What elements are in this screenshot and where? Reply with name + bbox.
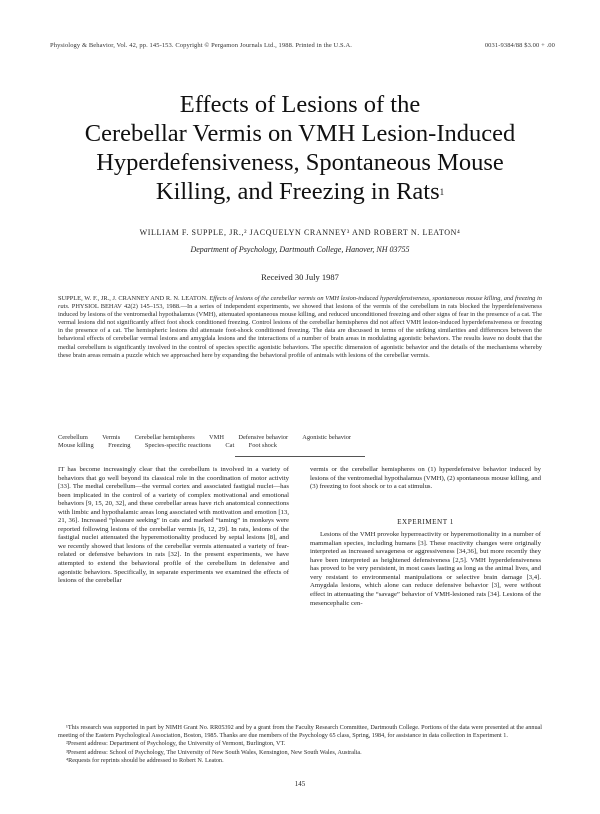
page-number: 145 — [294, 780, 306, 788]
footnote-2: ²Present address: Department of Psychology, the University of Vermont, Burlington, VT. — [66, 740, 286, 748]
footnote-4: ⁴Requests for reprints should be addressed to Robert N. Leaton. — [66, 756, 224, 764]
keywords-line-1 — [58, 434, 542, 442]
title-footnote-mark: 1 — [439, 187, 445, 197]
section-heading-experiment-1: EXPERIMENT 1 — [397, 517, 454, 526]
body-column-right — [310, 466, 541, 608]
abstract-citation-authors: SUPPLE, W. F., JR., J. CRANNEY AND R. N. LEATON. — [58, 295, 208, 302]
body-column-left — [58, 466, 289, 586]
footnote-3: ³Present address: School of Psychology, The University of New South Wales, Kensington, New South Wales, Australia. — [66, 748, 362, 756]
journal-code: 0031-9384/88 $3.00 + .00 — [484, 42, 555, 49]
title-line-4: Killing, and Freezing in Rats$^1$ — [155, 178, 445, 205]
keywords — [58, 434, 542, 450]
abstract — [58, 295, 542, 360]
journal-header — [50, 42, 555, 49]
keyword: Vermis — [102, 434, 121, 441]
keyword: VMH — [209, 434, 224, 441]
keywords-line-2 — [58, 442, 542, 450]
section-divider — [235, 456, 365, 457]
article-title — [60, 90, 540, 206]
keyword: Cat — [225, 442, 235, 450]
experiment-1-paragraph: Lesions of the VMH provoke hyperreactivity or hyperemotionality in a number of mammalian species, including humans [3]. These reactivity changes were originally interpreted as increased savageness or aggressiveness [34,36], but more recently they have been interpreted as heightened defensiveness [2,5]. VMH hyperdefensiveness has proved to be very persistent, in most cases lasting as long as the animal lives, and very resistant to environmental manipulations or selective brain damage [3,4]. Amygdala lesions, which alone can reduce defensive behavior [3], were without effect in attenuating the “savage” behavior of VMH-lesioned rats [34]. Lesions of the mesencephalic cen- — [310, 531, 541, 607]
title-line-1: Effects of Lesions of the — [179, 91, 421, 118]
keyword: Agonistic behavior — [302, 434, 352, 441]
journal-citation: Physiology & Behavior, Vol. 42, pp. 145-153. Copyright © Pergamon Journals Ltd., 1988. Printed in the U.S.A. — [50, 42, 353, 49]
footnote-1: ¹This research was supported in part by NIMH Grant No. RR05392 and by a grant from the Faculty Research Committee, Dartmouth College. Portions of the data were presented at the annual meeting of the Eastern Psychological Association, Boston, 1985. Thanks are due members of the Psychology 65 class, Spring, 1984, for assistance in data collection in Experiment 1. — [58, 724, 542, 740]
abstract-citation-journal: PHYSIOL BEHAV 42(2) 145–153, 1988. — [71, 303, 181, 311]
keyword: Species-specific reactions — [144, 442, 212, 450]
keyword: Cerebellum — [58, 434, 88, 441]
keyword: Freezing — [108, 442, 131, 450]
keyword: Foot shock — [248, 442, 277, 450]
author-list: WILLIAM F. SUPPLE, JR.,² JACQUELYN CRANNEY³ AND ROBERT N. LEATON⁴ — [139, 228, 461, 237]
keyword: Cerebellar hemispheres — [134, 434, 195, 441]
intro-paragraph: IT has become increasingly clear that the cerebellum is involved in a variety of behaviors that go well beyond its classical role in the coordination of motor activity [33]. The medial cerebellum—the vermal cortex and associated fastigial nuclei—has been implicated in the control of a variety of complex motivational and emotional behaviors [9, 15, 20, 32], and these cerebellar areas have rich anatomical connections with limbic and hypothalamic areas long associated with motivation and emotion [13, 21, 36]. Increased “pleasure seeking” in cats and marked “taming” in monkeys were reported following lesions of the cerebellar vermis [6, 12, 29]. In rats, lesions of the fastigial nuclei attenuated the hyperemotionality produced by septal lesions [8], and we recently showed that lesions of the cerebellar vermis attenuated a variety of fear-related or defensive behaviors in rats [32]. In the present experiments, we have attempted to extend the behavioral profile of the cerebellum in defensive and agonistic behaviors. Specifically, in separate experiments we examined the effects of lesions of the cerebellar — [58, 466, 289, 585]
abstract-body: —In a series of independent experiments, we showed that lesions of the vermis of the cerebellum in rats blocked the hyperdefensiveness induced by lesions of the ventromedial hypothalamus (VMH), attenuated spontaneous mouse killing, and reduced unconditioned freezing and other signs of fear in the presence of a cat. The vermal lesions did not significantly affect foot shock conditioned freezing. Control lesions of the cerebellar hemispheres did not affect VMH lesion-induced hyperdefensiveness or freezing in the presence of a cat. The hemispheric lesions did attenuate foot-shock conditioned freezing. The data are discussed in terms of the striking similarities and differences between the behavioral effects of cerebellar vermal lesions and amygdala lesions and the interactions of a number of brain areas in modulating agonistic behaviors. The results leave no doubt that the medial cerebellum is significantly involved in the control of species specific agonistic behaviors. The specific dimension of agonistic behavior and the details of the mechanisms whereby these brain areas remain a puzzle which we approached here by expanding the behavioral profile of animals with lesions of the cerebellar vermis. — [58, 303, 542, 359]
keyword: Defensive behavior — [238, 434, 289, 441]
title-line-3: Hyperdefensiveness, Spontaneous Mouse — [96, 149, 504, 176]
keyword: Mouse killing — [58, 442, 94, 450]
footnotes — [58, 724, 542, 765]
received-date: Received 30 July 1987 — [261, 272, 339, 282]
title-line-2: Cerebellar Vermis on VMH Lesion-Induced — [84, 120, 516, 147]
affiliation: Department of Psychology, Dartmouth College, Hanover, NH 03755 — [190, 245, 410, 254]
abstract-citation-title: Effects of lesions of the cerebellar vermis on VMH lesion-induced hyperdefensiveness, spontaneous mouse killing, and freezing in rats. — [58, 295, 542, 311]
intro-continuation: vermis or the cerebellar hemispheres on (1) hyperdefensive behavior induced by lesions of the ventromedial hypothalamus (VMH), (2) spontaneous mouse killing, and (3) freezing to foot shock or to a cat stimulus. — [310, 466, 541, 491]
